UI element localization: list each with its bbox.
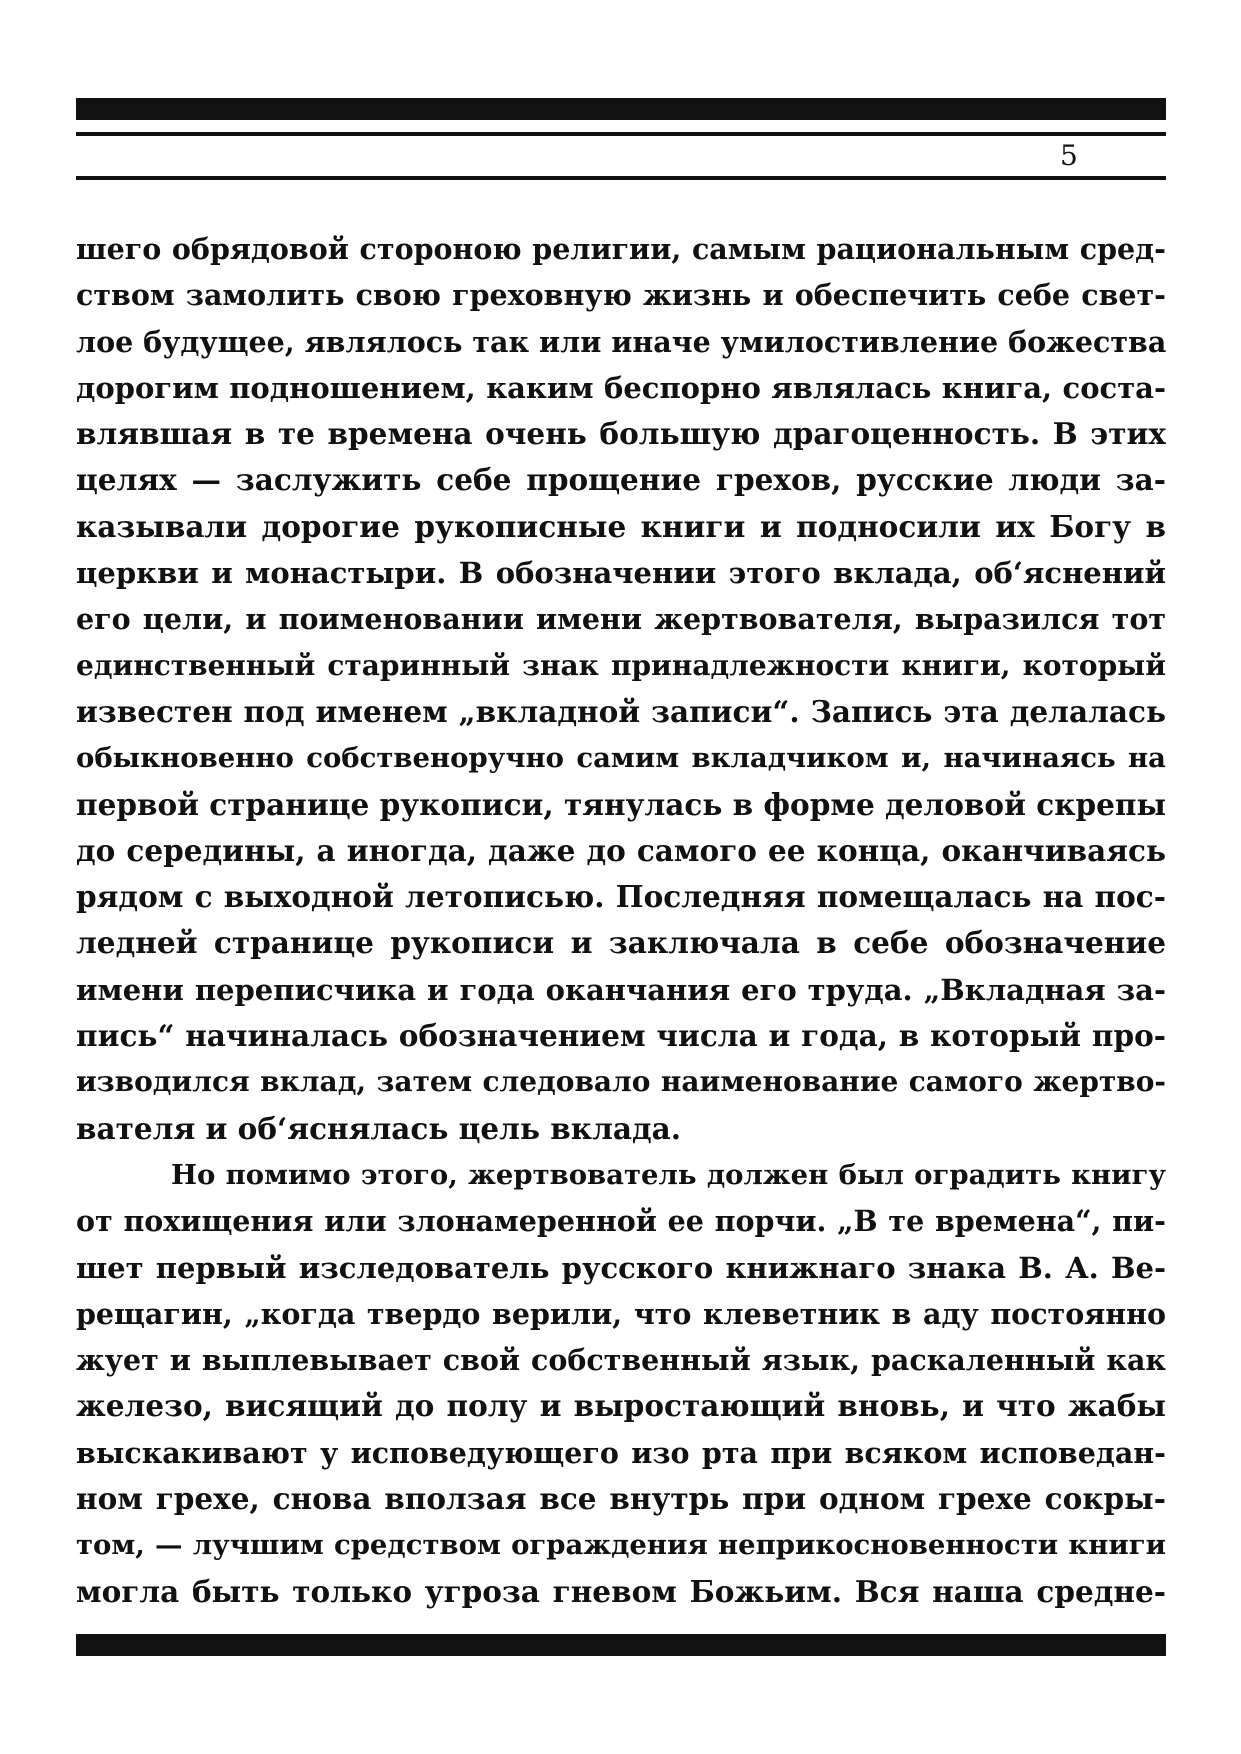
text-line: дорогим подношением, каким беспорно являлась книга, соста-	[76, 370, 1166, 405]
text-line: целях — заслужить себе прощение грехов, русские люди за-	[76, 462, 1166, 498]
text-line: том, — лучшим средством ограждения неприкосновенности книги	[76, 1529, 1166, 1562]
text-line: шет первый изследователь русского книжнаго знака В. А. Ве-	[76, 1250, 1166, 1285]
top-thick-rule	[76, 98, 1166, 120]
text-line: изводился вклад, затем следовало наименование самого жертво-	[76, 1065, 1166, 1099]
text-line: известен под именем „вкладной записи“. Запись эта делалась	[76, 693, 1166, 729]
text-line: железо, висящий до полу и выростающий вновь, и что жабы	[76, 1388, 1166, 1424]
text-line: первой странице рукописи, тянулась в форме деловой скрепы	[76, 786, 1166, 822]
paragraph-end-line: вателя и об‘яснялась цель вклада.	[76, 1110, 682, 1146]
text-line: обыкновенно собственоручно самим вкладчиком и, начинаясь на	[76, 742, 1166, 775]
top-thin-rule	[76, 132, 1166, 136]
text-line: выскакивают у исповедующего изо рта при всяком исповедан-	[76, 1435, 1166, 1470]
paragraph-start-line: Но помимо этого, жертвователь должен был оградить книгу	[171, 1158, 1166, 1191]
text-line: ледней странице рукописи и заключала в себе обозначение	[76, 925, 1166, 961]
text-line: влявшая в те времена очень большую драгоценность. В этих	[76, 416, 1166, 452]
text-line: рещагин, „когда твердо верили, что клеветник в аду постоянно	[76, 1296, 1166, 1331]
text-line: от похищения или злонамеренной ее порчи. „В те времена“, пи-	[76, 1204, 1166, 1239]
text-line: ством замолить свою греховную жизнь и обеспечить себе свет-	[76, 278, 1166, 313]
text-line: могла быть только угроза гневом Божьим. Вся наша средне-	[76, 1573, 1166, 1609]
text-line: казывали дорогие рукописные книги и подносили их Богу в	[76, 508, 1166, 544]
text-line: лое будущее, являлось так или иначе умилостивление божества	[76, 324, 1166, 359]
text-line: шего обрядовой стороною религии, самым рациональным сред-	[76, 232, 1166, 266]
text-line: пись“ начиналась обозначением числа и года, в который про-	[76, 1018, 1166, 1054]
text-line: рядом с выходной летописью. Последняя помещалась на пос-	[76, 879, 1166, 915]
text-line: жует и выплевывает свой собственный язык, раскаленный как	[76, 1343, 1166, 1378]
text-line: церкви и монастыри. В обозначении этого вклада, об‘яснений	[76, 556, 1166, 591]
text-line: его цели, и поименовании имени жертвователя, выразился тот	[76, 602, 1166, 637]
header-rule	[76, 176, 1166, 180]
text-line: до середины, а иногда, даже до самого ее конца, оканчиваясь	[76, 832, 1166, 868]
text-line: ном грехе, снова вползая все внутрь при одном грехе сокры-	[76, 1481, 1166, 1517]
page-number: 5	[1060, 139, 1078, 172]
body-text	[76, 226, 1166, 1615]
text-line: имени переписчика и года оканчания его труда. „Вкладная за-	[76, 972, 1166, 1007]
text-line: единственный старинный знак принадлежности книги, который	[76, 648, 1166, 682]
bottom-thick-rule	[76, 1634, 1166, 1656]
